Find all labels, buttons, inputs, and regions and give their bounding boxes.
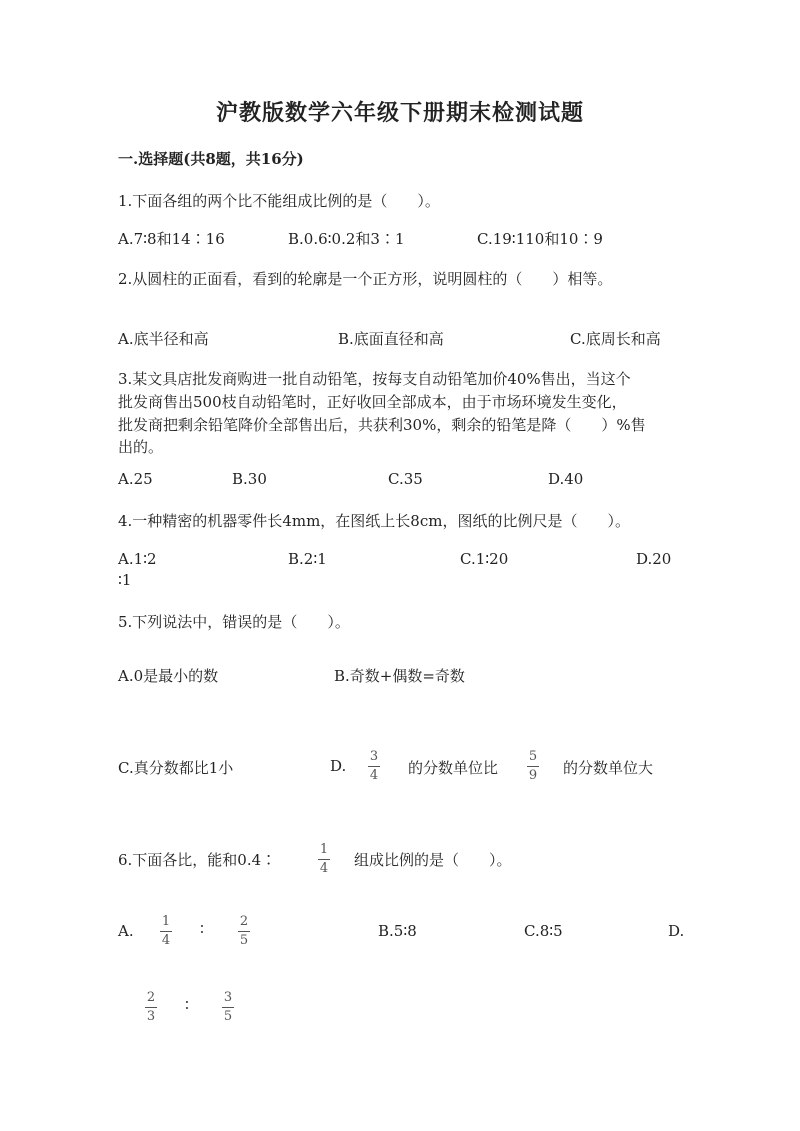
q6-option-d-fraction-3-5: [222, 990, 234, 1025]
q3-option-c: C.35: [388, 470, 423, 488]
q6-option-d-colon: ∶: [185, 996, 189, 1014]
fraction-denominator: 4: [319, 861, 329, 876]
fraction-numerator: 2: [239, 914, 249, 929]
q4-option-d: D.20: [636, 550, 672, 568]
question-6-stem-suffix: 组成比例的是（ ）。: [354, 851, 512, 869]
fraction-bar: [222, 1007, 234, 1008]
page-title: 沪教版数学六年级下册期末检测试题: [215, 100, 584, 126]
q6-option-a-colon: ∶: [200, 920, 204, 938]
q3-option-d: D.40: [548, 470, 584, 488]
q6-option-b: B.5∶8: [378, 922, 417, 940]
question-3-stem-line-4: 出的。: [118, 438, 164, 456]
fraction-bar: [238, 931, 250, 932]
fraction-numerator: 5: [528, 749, 538, 764]
q4-option-c: C.1∶20: [460, 550, 509, 568]
fraction-denominator: 4: [369, 768, 379, 783]
fraction-denominator: 4: [161, 933, 171, 948]
q4-option-a: A.1∶2: [118, 550, 157, 568]
q6-option-d-fraction-2-3: [145, 990, 157, 1025]
q3-option-a: A.25: [118, 470, 153, 488]
q5-option-a: A.0是最小的数: [118, 667, 219, 685]
q5-option-c: C.真分数都比1小: [118, 759, 234, 777]
q5-fraction-3-4: [368, 749, 380, 784]
fraction-numerator: 3: [369, 749, 379, 764]
question-3-stem-line-2: 批发商售出500枝自动铅笔时，正好收回全部成本，由于市场环境发生变化，: [118, 393, 627, 411]
q1-option-b: B.0.6∶0.2和3∶1: [288, 230, 405, 248]
question-4-stem: 4.一种精密的机器零件长4mm，在图纸上长8cm，图纸的比例尺是（ ）。: [118, 512, 630, 530]
fraction-numerator: 1: [161, 914, 171, 929]
fraction-numerator: 3: [223, 990, 233, 1005]
q1-option-c: C.19∶110和10∶9: [477, 230, 603, 248]
q4-option-d-continued: ∶1: [118, 571, 132, 589]
question-3-stem-line-1: 3.某文具店批发商购进一批自动铅笔，按每支自动铅笔加价40%售出，当这个: [118, 370, 631, 388]
fraction-denominator: 5: [239, 933, 249, 948]
fraction-bar: [527, 766, 539, 767]
q3-option-b: B.30: [232, 470, 267, 488]
fraction-bar: [160, 931, 172, 932]
fraction-numerator: 1: [319, 842, 329, 857]
fraction-denominator: 5: [223, 1009, 233, 1024]
question-2-stem: 2.从圆柱的正面看，看到的轮廓是一个正方形，说明圆柱的（ ）相等。: [118, 270, 613, 288]
question-3-stem-line-3: 批发商把剩余铅笔降价全部售出后，共获利30%，剩余的铅笔是降（ ）%售: [118, 416, 646, 434]
fraction-numerator: 2: [146, 990, 156, 1005]
q6-option-a-fraction-1-4: [160, 914, 172, 949]
q5-option-d-end: 的分数单位大: [563, 759, 654, 777]
q6-option-c: C.8∶5: [524, 922, 563, 940]
fraction-denominator: 3: [146, 1009, 156, 1024]
question-1-stem: 1.下面各组的两个比不能组成比例的是（ ）。: [118, 192, 440, 210]
question-5-stem: 5.下列说法中，错误的是（ ）。: [118, 613, 350, 631]
q5-option-b: B.奇数+偶数=奇数: [334, 667, 465, 685]
q2-option-c: C.底周长和高: [570, 330, 661, 348]
q6-option-d-label: D.: [668, 922, 685, 940]
fraction-denominator: 9: [528, 768, 538, 783]
q6-option-a-label: A.: [118, 922, 134, 940]
q2-option-b: B.底面直径和高: [338, 330, 444, 348]
fraction-bar: [368, 766, 380, 767]
q4-option-b: B.2∶1: [288, 550, 327, 568]
q2-option-a: A.底半径和高: [118, 330, 209, 348]
fraction-bar: [145, 1007, 157, 1008]
q6-stem-fraction-1-4: [318, 842, 330, 877]
q5-fraction-5-9: [527, 749, 539, 784]
fraction-bar: [318, 859, 330, 860]
q1-option-a: A.7∶8和14∶16: [118, 230, 225, 248]
q6-option-a-fraction-2-5: [238, 914, 250, 949]
q5-option-d-label: D.: [330, 757, 347, 775]
question-6-stem-prefix: 6.下面各比，能和0.4∶: [118, 851, 277, 869]
q5-option-d-middle: 的分数单位比: [408, 759, 499, 777]
section-heading: 一.选择题(共8题，共16分): [118, 150, 304, 168]
